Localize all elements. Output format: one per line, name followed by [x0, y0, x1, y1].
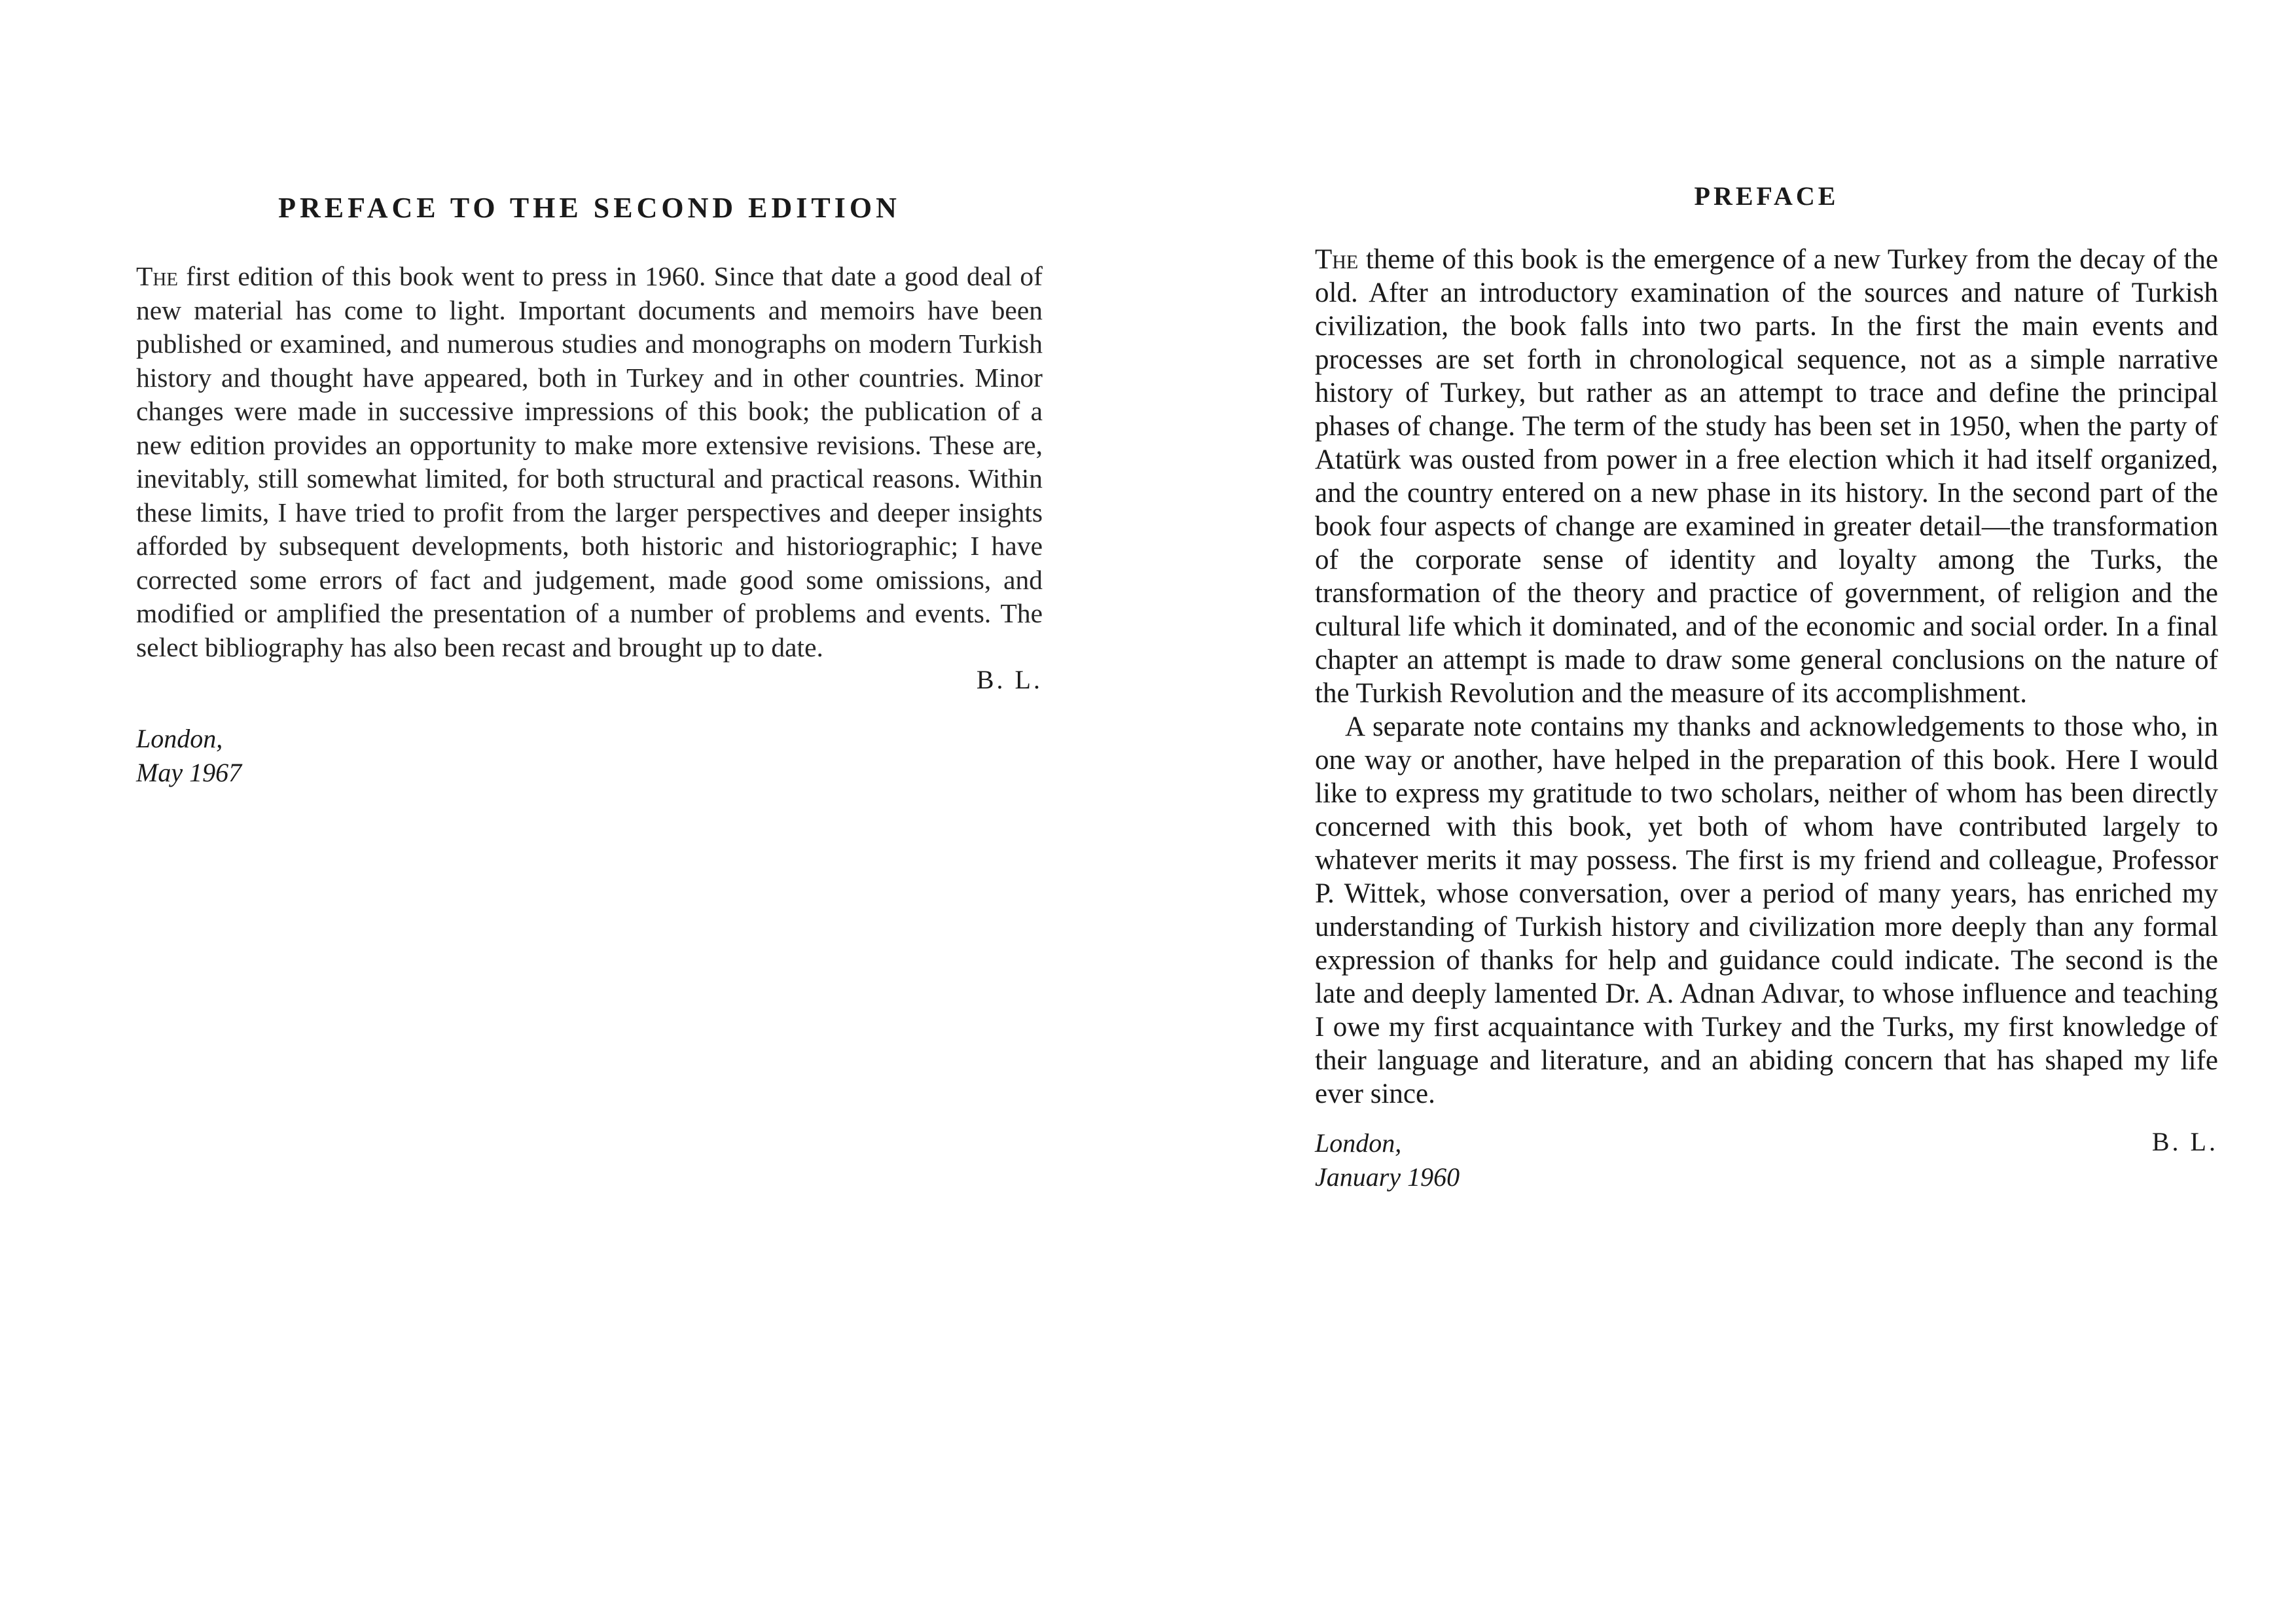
page-title: PREFACE [1694, 181, 1839, 211]
signature: B. L. [2151, 1127, 2218, 1156]
place-date-block [136, 722, 1043, 790]
date: January 1960 [1315, 1162, 1460, 1192]
place: London, [136, 724, 223, 753]
lead-word: The [136, 261, 179, 291]
body-paragraph: A separate note contains my thanks and acknowledgements to those who, in one way or another, have helped in the preparation of this book. Here I would like to express my gratitude to two scholars, neither of whom has been directly concerned with this book, yet both of whom have contributed largely to whatever merits it may possess. The first is my friend and colleague, Professor P. Wittek, whose conversation, over a period of many years, has enriched my understanding of Turkish history and civilization more deeply than any formal expression of thanks for help and guidance could indicate. The second is the late and deeply lamented Dr. A. Adnan Adıvar, to whose influence and teaching I owe my first acquaintance with Turkey and the Turks, my first knowledge of their language and literature, and an abiding concern that has shaped my life ever since. [1315, 711, 2218, 1109]
preface [1315, 174, 2218, 1194]
body-paragraph [136, 260, 1043, 664]
body-text: theme of this book is the emergence of a new Turkey from the decay of the old. After an introductory examination of the sources and nature of Turkish civilization, the book falls into two parts. In the first the main events and processes are set forth in chronological sequence, not as a simple narrative history of Turkey, but rather as an attempt to trace and define the principal phases of change. The term of the study has been set in 1950, when the party of Atatürk was ousted from power in a free election which it had itself organized, and the country entered on a new phase in its history. In the second part of the book four aspects of change are examined in greater detail—the transformation of the corporate sense of identity and loyalty among the Turks, the transformation of the theory and practice of government, of religion and the cultural life which it dominated, and of the economic and social order. In a final chapter an attempt is made to draw some general conclusions on the nature of the Turkish Revolution and the measure of its accomplishment. [1315, 244, 2218, 709]
signature: B. L. [976, 665, 1043, 694]
page-title: PREFACE TO THE SECOND EDITION [278, 192, 901, 224]
place-date-block [1315, 1126, 2218, 1194]
second-edition-preface [136, 178, 1043, 790]
body-text: first edition of this book went to press in 1960. Since that date a good deal of new material has come to light. Important documents and memoirs have been published or examined, and numerous studies and monographs on modern Turkish history and thought have appeared, both in Turkey and in other countries. Minor changes were made in successive impressions of this book; the publication of a new edition provides an opportunity to make more extensive revisions. These are, inevitably, still somewhat limited, for both structural and practical reasons. Within these limits, I have tried to profit from the larger perspectives and deeper insights afforded by subsequent developments, both historic and historiographic; I have corrected some errors of fact and judgement, made good some omissions, and modified or amplified the presentation of a number of problems and events. The select bibliography has also been recast and brought up to date. [136, 261, 1043, 662]
body-paragraph [1315, 243, 2218, 710]
right-page [1148, 0, 2296, 1623]
place: London, [1315, 1128, 1402, 1158]
lead-word: The [1315, 244, 1359, 275]
date: May 1967 [136, 758, 242, 787]
